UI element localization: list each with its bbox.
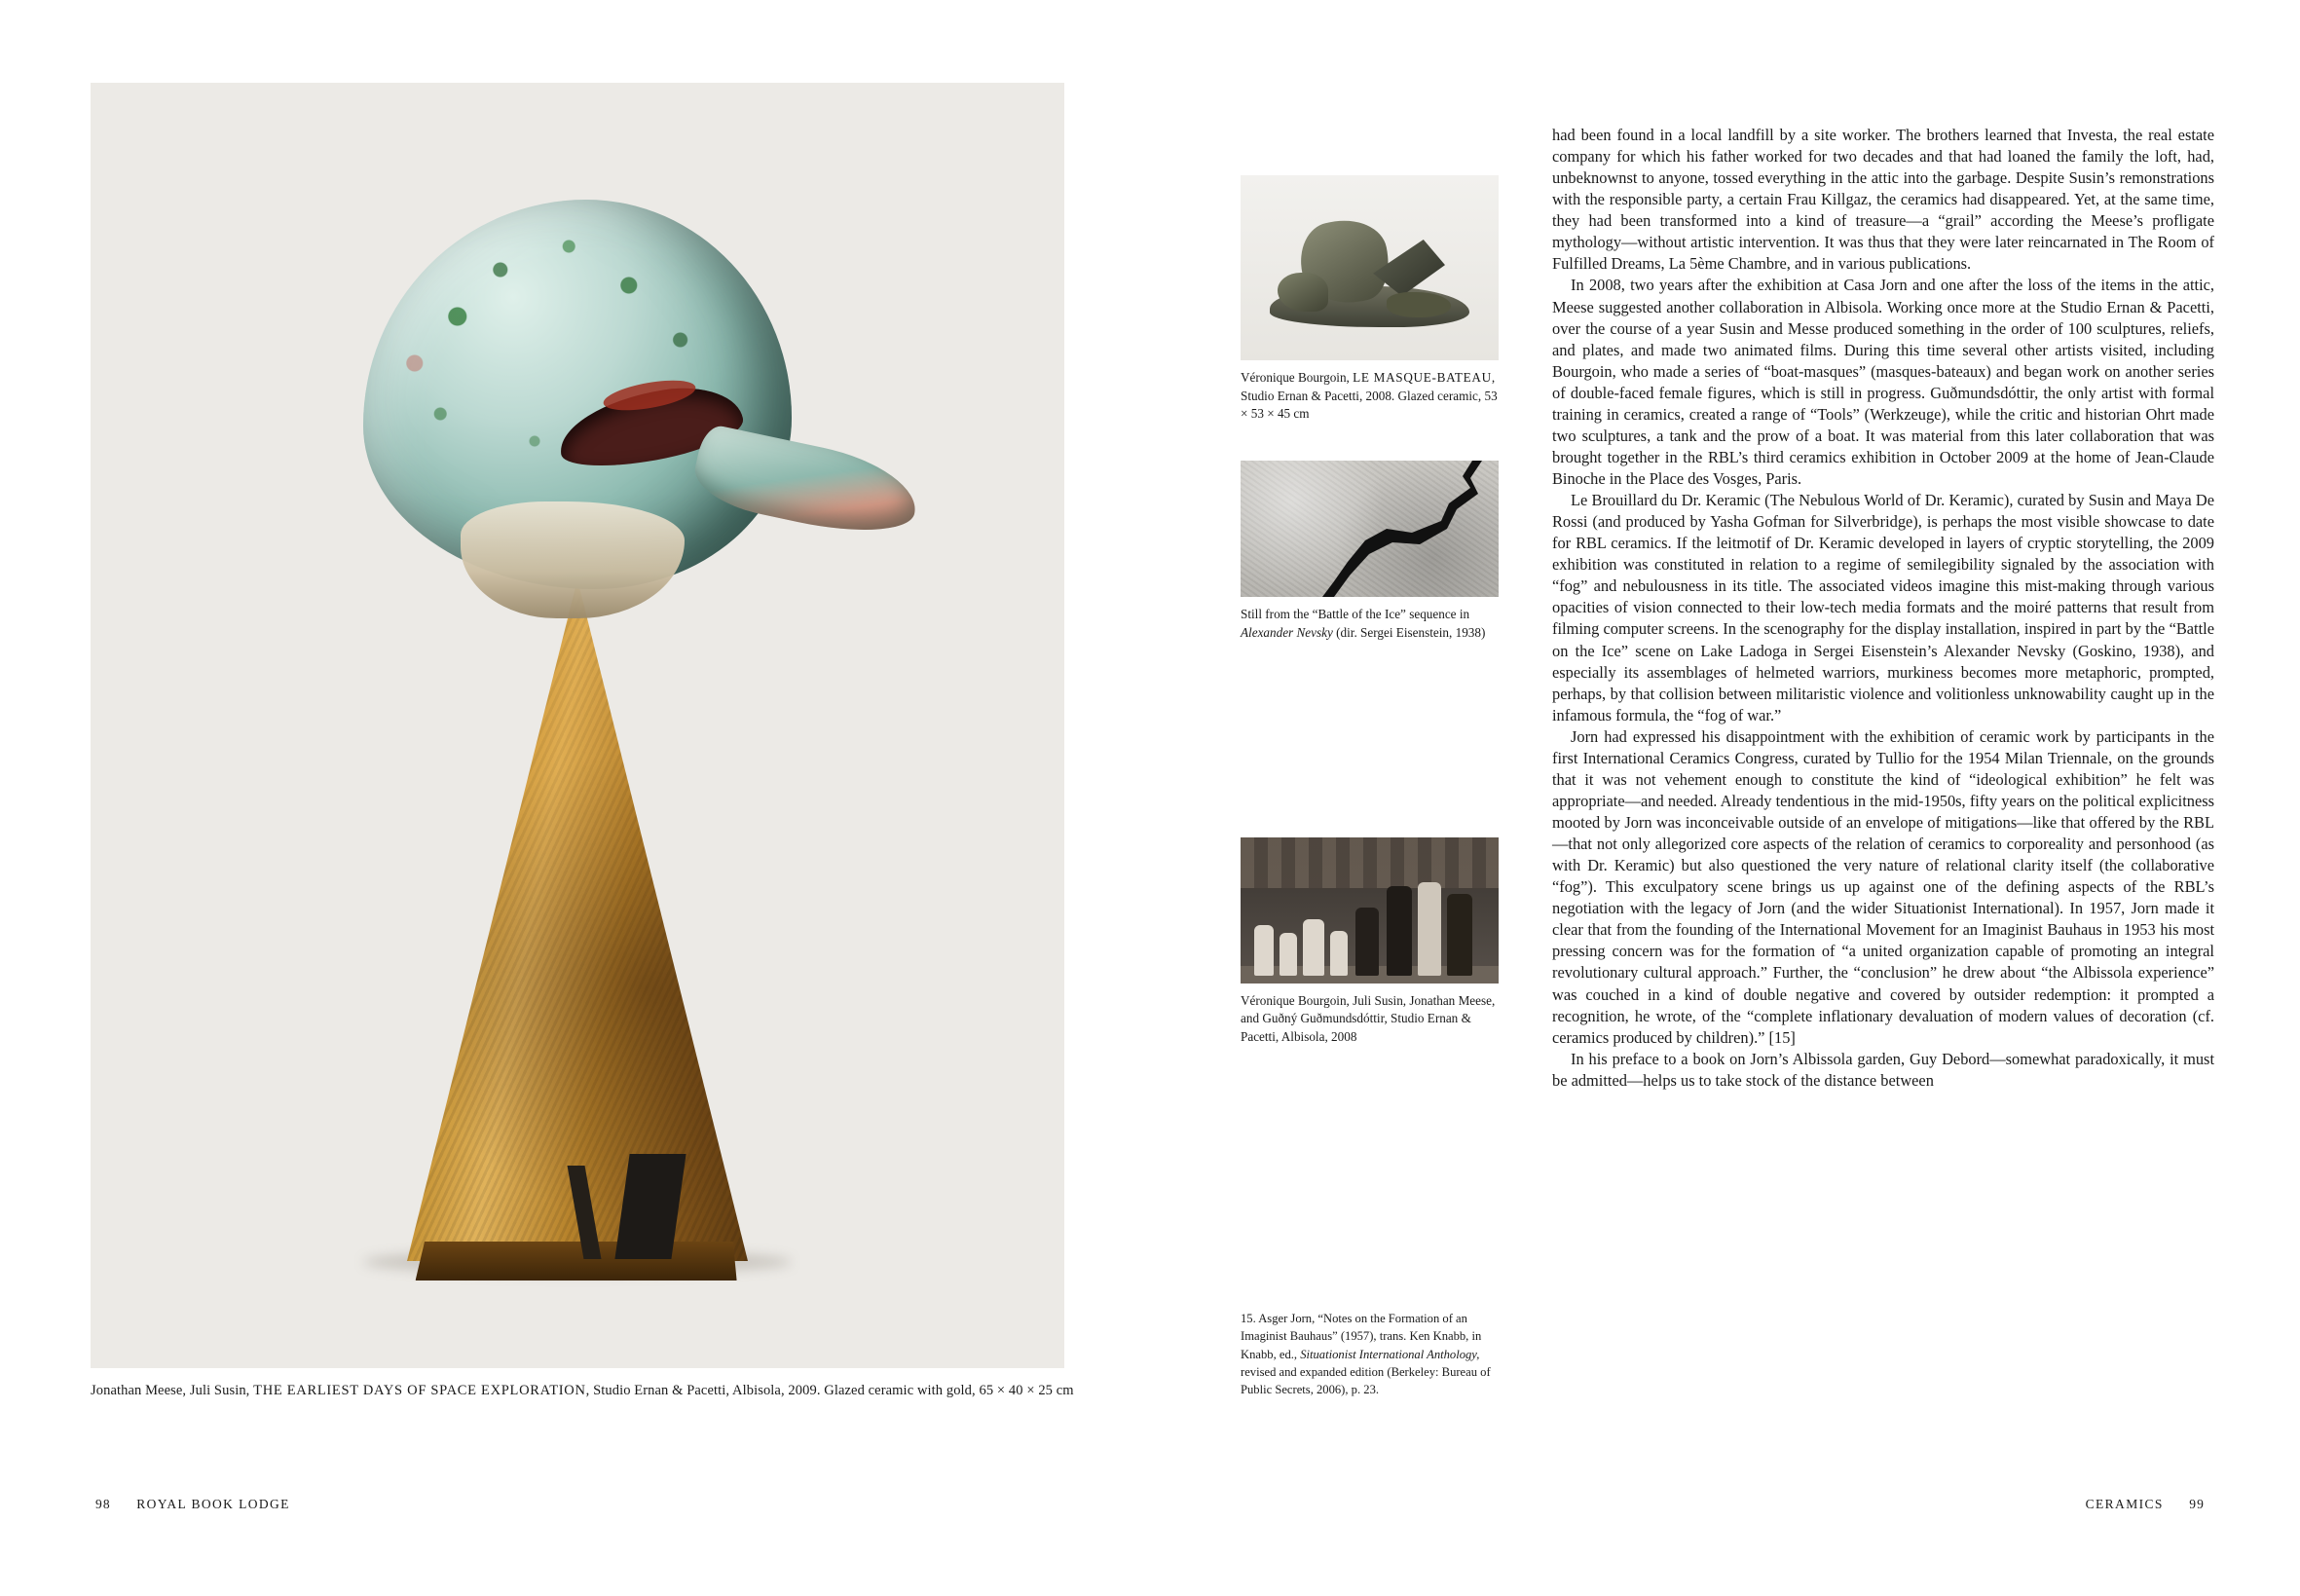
figure-battle-of-the-ice-image	[1241, 461, 1499, 597]
body-paragraph: In 2008, two years after the exhibition at Casa Jorn and one after the loss of the items in the attic, Meese suggested another collaboration in Albisola. Working once more at the Studio Ernan & Pacetti, over the course of a year Susin and Messe produced something in the order of 100 sculptures, reliefs, and plates, and made two animated films. During this time several other artists visited, including Bourgoin, who made a series of “boat-masques” (masques-bateaux) and began work on another series of double-faced female figures, which is still in progress. Guðmundsdóttir, the only artist with formal training in ceramics, created a range of “Tools” (Werkzeuge), while the critic and historian Ohrt made two sculptures, a tank and the prow of a boat. It was material from this later collaboration that was brought together in the RBL’s third ceramics exhibition in October 2009 at the home of Jean-Claude Binoche in the Place des Vosges, Paris.	[1552, 276, 2214, 488]
footnote-15	[1241, 1310, 1499, 1398]
body-paragraph: Jorn had expressed his disappointment with the exhibition of ceramic work by participants in the first International Ceramics Congress, curated by Tullio for the 1954 Milan Triennale, on the grounds that it was not vehement enough to constitute the kind of “ideological exhibition” he felt was appropriate—and needed. Already tendentious in the mid-1950s, fifty years on the political explicitness mooted by Jorn was inconceivable outside of an envelope of mitigations—like that offered by the RBL—that not only allegorized core aspects of the relation of ceramics to corporeality and personhood (as with Dr. Keramic) but also questioned the very nature of relational clarity itself (the collaborative “fog”). This exculpatory scene brings us up against one of the defining aspects of the RBL’s negotiation with the legacy of Jorn (and the wider Situationist International). In 1957, Jorn made it clear that from the founding of the International Movement for an Imaginist Bauhaus in 1953 his most pressing concern was for the formation of “a united organization capable of promoting an integral revolutionary cultural approach.” Further, the “conclusion” he drew about “the Albissola experience” was couched in a kind of double negative and covered by outsider redemption: it prompted a recognition, he wrote, of the “complete inflationary devaluation of modern values of decoration (cf. ceramics produced by children).” [15]	[1552, 726, 2214, 1047]
side-figure-column	[1241, 175, 1499, 1047]
sculpture-glaze-drip	[461, 501, 685, 618]
folio-left	[95, 1497, 290, 1512]
sculpture-base-texture	[407, 579, 748, 1261]
figure-battle-of-the-ice	[1241, 461, 1499, 642]
plate-caption-rest: , Studio Ernan & Pacetti, Albisola, 2009. Glazed ceramic with gold, 65 × 40 × 25 cm	[585, 1383, 1074, 1398]
figure-masque-bateau-image	[1241, 175, 1499, 360]
body-paragraph: Le Brouillard du Dr. Keramic (The Nebulous World of Dr. Keramic), curated by Susin and Maya De Rossi (and produced by Yasha Gofman for Silverbridge), is perhaps the most visible showcase to date for RBL ceramics. If the leitmotif of Dr. Keramic developed in layers of cryptic storytelling, the 2009 exhibition was constituted in relation to a regime of semilegibility signaled by the association with “fog” and nebulousness in its title. The associated videos imagine this mist-making through various opacities of vision connected to their low-tech media formats and the moiré patterns that result from filming computer screens. In the scenography for the display installation, inspired in part by the “Battle on the Ice” scene on Lake Ladoga in Sergei Eisenstein’s Alexander Nevsky (Goskino, 1938), and especially its assemblages of helmeted warriors, murkiness becomes more metaphoric, prompted, perhaps, by that collision between militaristic violence and volitionless unknowability caught up in the infamous formula, the “fog of war.”	[1552, 491, 2214, 724]
plate-caption	[91, 1382, 1074, 1401]
plate-caption-title: THE EARLIEST DAYS OF SPACE EXPLORATION	[253, 1383, 586, 1398]
caption-rest: , Studio Ernan & Pacetti, 2008. Glazed ceramic, 53 × 53 × 45 cm	[1241, 370, 1498, 422]
running-head-right: CERAMICS	[2085, 1497, 2164, 1511]
body-paragraph: had been found in a local landfill by a site worker. The brothers learned that Investa, the real estate company for which his father worked for two decades and that had loaned the family the loft, had, unbeknownst to anyone, tossed everything in the attic into the garbage. Despite Susin’s remonstrations with the responsible party, a certain Frau Killgaz, the ceramics had disappeared. Yet, at the same time, they had been transformed into a kind of treasure—a “grail” according the Meese’s profligate mythology—without artistic intervention. It was thus that they were later reincarnated in The Room of Fulfilled Dreams, La 5ème Chambre, and in various publications.	[1552, 126, 2214, 274]
figure-studio-group	[1241, 837, 1499, 1047]
sculpture-base-foot	[416, 1242, 740, 1281]
figure-studio-group-image	[1241, 837, 1499, 984]
plate-figure-sculpture	[91, 83, 1064, 1368]
figure-battle-of-the-ice-caption	[1241, 606, 1499, 642]
caption-title: LE MASQUE-BATEAU	[1353, 370, 1492, 385]
footnote-italic-title: Situationist International Anthology,	[1300, 1347, 1480, 1361]
caption-line-1: Still from the “Battle of the Ice” sequence in	[1241, 607, 1470, 622]
caption-artist: Véronique Bourgoin,	[1241, 370, 1350, 385]
figure-masque-bateau-caption	[1241, 369, 1499, 424]
figure-studio-group-caption: Véronique Bourgoin, Juli Susin, Jonathan Meese, and Guðný Guðmundsdóttir, Studio Ernan & Pacetti, Albisola, 2008	[1241, 992, 1496, 1045]
plate-caption-artists: Jonathan Meese, Juli Susin,	[91, 1383, 250, 1398]
caption-italic: Alexander Nevsky	[1241, 624, 1333, 640]
running-head-left: ROYAL BOOK LODGE	[136, 1497, 290, 1511]
ice-crack-shape	[1241, 461, 1499, 597]
sculpture-illustration	[91, 83, 1064, 1368]
folio-right	[2086, 1497, 2205, 1512]
main-text-column	[1552, 125, 2214, 1092]
caption-rest: (dir. Sergei Eisenstein, 1938)	[1332, 624, 1486, 640]
footnote-text-part-2: revised and expanded edition (Berkeley: Bureau of Public Secrets, 2006), p. 23.	[1241, 1364, 1491, 1396]
page-number-right: 99	[2189, 1497, 2205, 1511]
figure-masque-bateau	[1241, 175, 1499, 424]
footnote-text-part-1: 15. Asger Jorn, “Notes on the Formation of an Imaginist Bauhaus” (1957), trans. Ken Knabb, in Knabb, ed.,	[1241, 1312, 1482, 1361]
body-paragraph: In his preface to a book on Jorn’s Albissola garden, Guy Debord—somewhat paradoxically, it must be admitted—helps us to take stock of the distance between	[1552, 1049, 2214, 1090]
page-number-left: 98	[95, 1497, 111, 1511]
